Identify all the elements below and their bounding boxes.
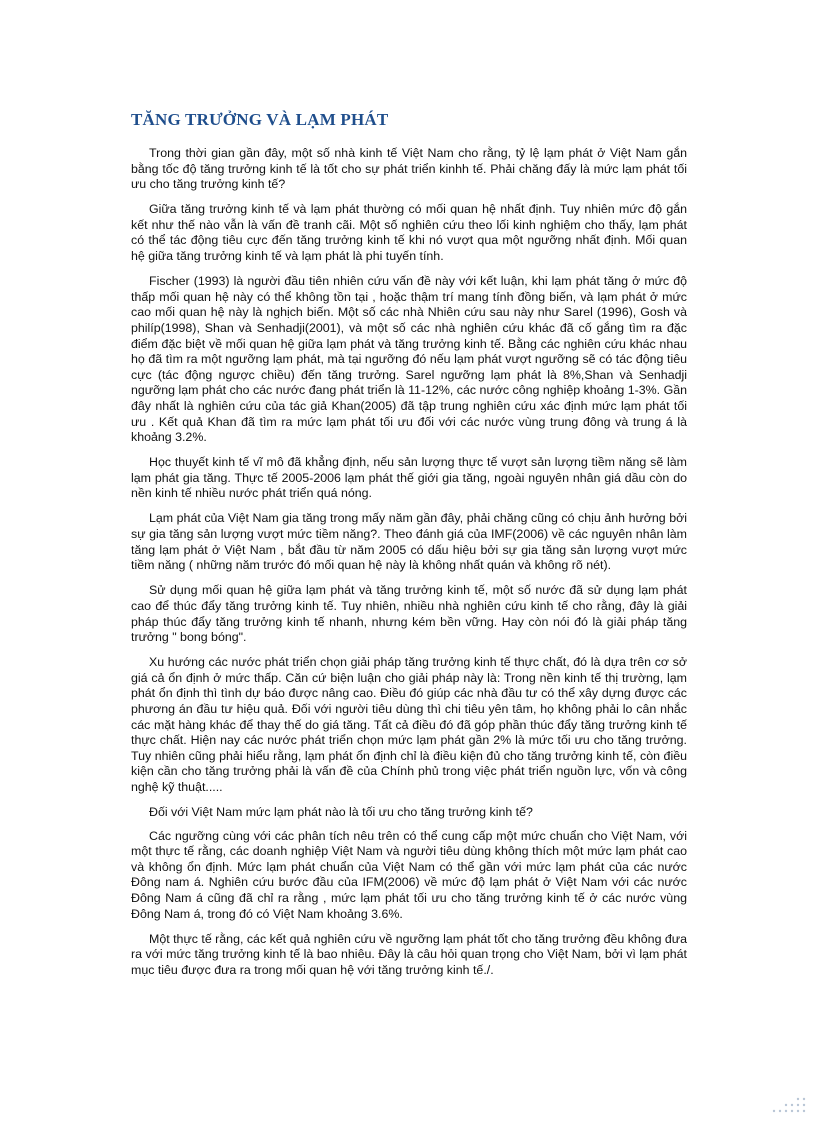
corner-dots-icon <box>720 1087 810 1117</box>
paragraph: Trong thời gian gần đây, một số nhà kinh tế Việt Nam cho rằng, tỷ lệ lạm phát ở Việt Nam gắn bằng tốc độ tăng trưởng kinh tế là tốt cho sự phát triển kinhh tế. Phải chăng đấy là mức lạm phát tối ưu cho tăng trưởng kinh tế? <box>131 146 687 192</box>
document-body <box>131 146 687 988</box>
paragraph: Một thực tế rằng, các kết quả nghiên cứu về ngưỡng lạm phát tốt cho tăng trưởng đều không đưa ra với mức tăng trưởng kinh tế là bao nhiêu. Đây là câu hỏi quan trọng cho Việt Nam, bởi vì lạm phát mục tiêu được đưa ra trong mối quan hệ với tăng trưởng kinh tế./. <box>131 931 687 977</box>
paragraph: Fischer (1993) là người đầu tiên nhiên cứu vấn đề này với kết luận, khi lạm phát tăng ở mức độ thấp mối quan hệ này có thể không tồn tại , hoặc thậm trí mang tính đồng biến, và lạm phát ở mức cao mối quan hệ này là nghịch biến. Một số các nhà Nhiên cứu sau này như Sarel (1996), Gosh và philíp(1998), Shan và Senhadji(2001), và một số các nhà nghiên cứu khác đã cố gắng tìm ra đặc điểm đặc biệt về mối quan hệ giữa lạm phát và tăng trưởng kinh tế. Bằng các nghiên cứu khác nhau họ đã tìm ra một ngưỡng lạm phát, mà tại ngưỡng đó nếu lạm phát vượt ngưỡng sẽ có tác động tiêu cực (tác động ngược chiều) đến tăng trưởng. Sarel ngưỡng lạm phát là 8%,Shan và Senhadji ngưỡng lạm phát cho các nước đang phát triển là 11-12%, các nước công nghiệp khoảng 1-3%. Gần đây nhất là nghiên cứu của tác giả Khan(2005) đã tập trung nghiên cứu xác định mức lạm phát tối ưu . Kết quả Khan đã tìm ra mức lạm phát tối ưu đối với các nước vùng trung đông và trung á là khoảng 3.2%. <box>131 274 687 445</box>
paragraph: Sử dụng mối quan hệ giữa lạm phát và tăng trưởng kinh tế, một số nước đã sử dụng lạm phát cao để thúc đẩy tăng trưởng kinh tế. Tuy nhiên, nhiều nhà nghiên cứu kinh tế cho rằng, đây là giải pháp thúc đẩy tăng trưởng kinh tế nhanh, nhưng kém bền vững. Hay còn nói đó là giải pháp tăng trưởng " bong bóng". <box>131 583 687 645</box>
paragraph: Xu hướng các nước phát triển chọn giải pháp tăng trưởng kinh tế thực chất, đó là dựa trên cơ sở giá cả ổn định ở mức thấp. Căn cứ biện luận cho giải pháp này là: Trong nền kinh tế thị trường, lạm phát ổn định thì tình dự báo được nâng cao. Điều đó giúp các nhà đầu tư có thể xây dựng được các phương án đầu tư hiệu quả. Đối với người tiêu dùng thì chi tiêu yên tâm, họ không phải lo cân nhắc các mặt hàng khác để thay thế do giá tăng. Tất cả điều đó đã góp phần thúc đẩy tăng trưởng kinh tế thực chất. Hiện nay các nước phát triển chọn mức lạm phát gần 2% là mức tối ưu cho tăng trưởng. Tuy nhiên cũng phải hiểu rằng, lạm phát ổn định chỉ là điều kiện đủ cho tăng trưởng kinh tế, còn điều kiện cần cho tăng trưởng phải là vấn đề của Chính phủ trong việc phát triển nguồn lực, vốn và công nghệ kỹ thuật..... <box>131 655 687 794</box>
paragraph: Các ngưỡng cùng với các phân tích nêu trên có thể cung cấp một mức chuẩn cho Việt Nam, với một thực tế rằng, các doanh nghiệp Việt Nam và người tiêu dùng không thích một mức lạm phát cao và không ổn định. Mức lạm phát chuẩn của Việt Nam có thể gần với mức lạm phát của các nước Đông nam á. Nghiên cứu bước đầu của IFM(2006) về mức độ lạm phát ở Việt Nam với các nước Đông Nam á cũng đã chỉ ra rằng , mức lạm phát tối ưu cho tăng trưởng kinh tế ở các nước vùng Đông Nam á, trong đó có Việt Nam khoảng 3.6%. <box>131 828 687 921</box>
paragraph: Giữa tăng trưởng kinh tế và lạm phát thường có mối quan hệ nhất định. Tuy nhiên mức độ gắn kết như thế nào vẫn là vấn đề tranh cãi. Một số nghiên cứu theo lối kinh nghiệm cho thấy, lạm phát có thể tác động tiêu cực đến tăng trưởng kinh tế khi nó vượt qua một ngưỡng nhất định. Mối quan hệ giữa tăng trưởng kinh tế và lạm phát là phi tuyến tính. <box>131 202 687 264</box>
paragraph: Lạm phát của Việt Nam gia tăng trong mấy năm gần đây, phải chăng cũng có chịu ảnh hưởng bởi sự gia tăng sản lượng vượt mức tiềm năng?. Theo đánh giá của IMF(2006) về các nguyên nhân làm tăng lạm phát ở Việt Nam , bắt đầu từ năm 2005 có dấu hiệu bởi sự gia tăng sản lượng vượt mức tiềm năng ( những năm trước đó mối quan hệ này là không nhất quán và không rõ nét). <box>131 511 687 573</box>
paragraph: Học thuyết kinh tế vĩ mô đã khẳng định, nếu sản lượng thực tế vượt sản lượng tiềm năng sẽ làm lạm phát gia tăng. Thực tế 2005-2006 lạm phát thế giới gia tăng, ngoài nguyên nhân giá dầu còn do nền kinh tế nhiều nước phát triển quá nóng. <box>131 455 687 501</box>
paragraph: Đối với Việt Nam mức lạm phát nào là tối ưu cho tăng trưởng kinh tế? <box>149 805 533 820</box>
page-title: TĂNG TRƯỞNG VÀ LẠM PHÁT <box>131 110 389 129</box>
